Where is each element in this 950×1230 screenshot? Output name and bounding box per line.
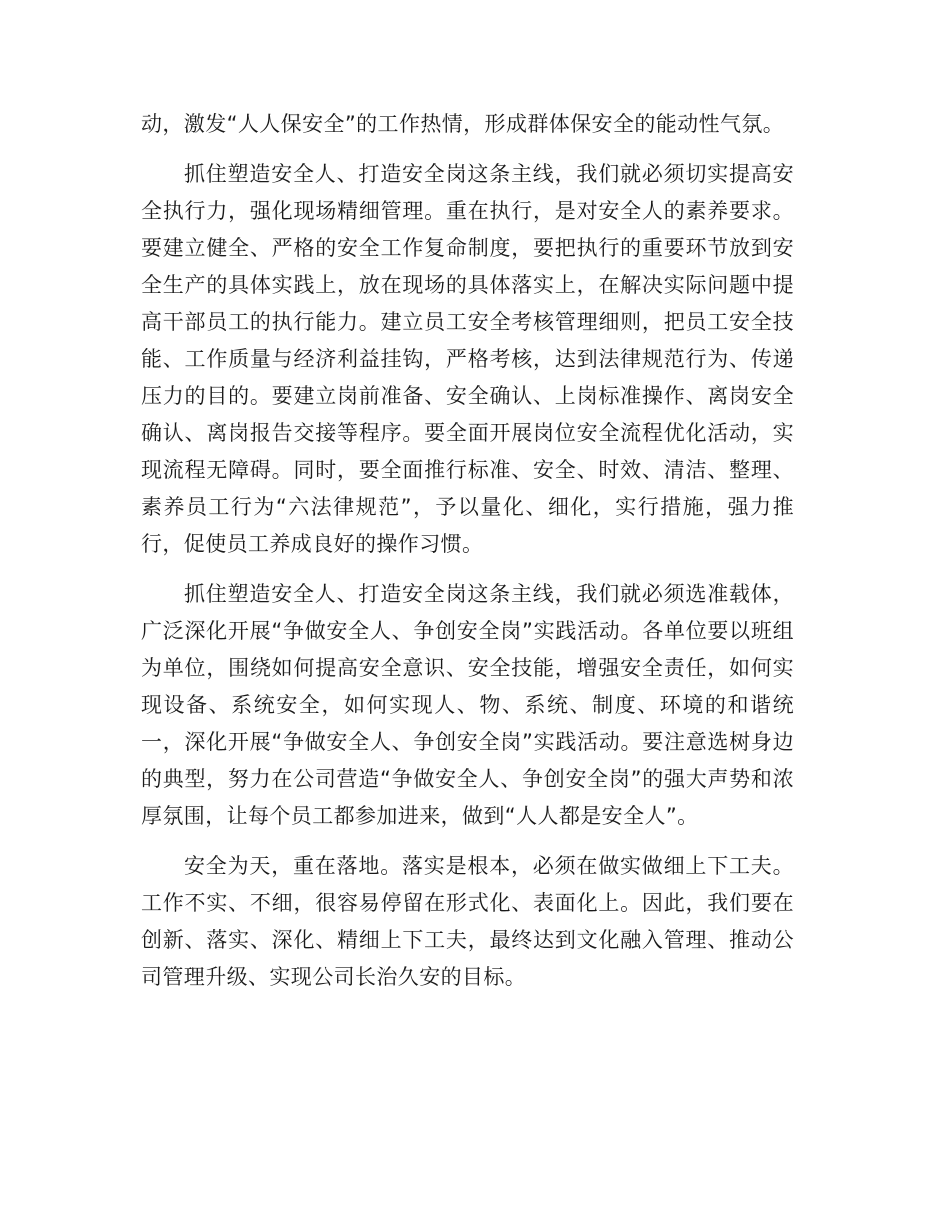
paragraph-1: 动，激发“人人保安全”的工作热情，形成群体保安全的能动性气氛。 — [141, 112, 785, 136]
paragraph-3: 抓住塑造安全人、打造安全岗这条主线，我们就必须选准载体，广泛深化开展“争做安全人、争创安全岗”实践活动。各单位要以班组为单位，围绕如何提高安全意识、安全技能，增强安全责任，如何实现设备、系统安全，如何实现人、物、系统、制度、环境的和谐统一，深化开展“争做安全人、争创安全岗”实践活动。要注意选树身边的典型，努力在公司营造“争做安全人、争创安全岗”的强大声势和浓厚氛围，让每个员工都参加进来，做到“人人都是安全人”。 — [141, 582, 794, 828]
paragraph-4: 安全为天，重在落地。落实是根本，必须在做实做细上下工夫。工作不实、不细，很容易停留在形式化、表面化上。因此，我们要在创新、落实、深化、精细上下工夫，最终达到文化融入管理、推动公司管理升级、实现公司长治久安的目标。 — [141, 854, 794, 989]
paragraph-2: 抓住塑造安全人、打造安全岗这条主线，我们就必须切实提高安全执行力，强化现场精细管理。重在执行，是对安全人的素养要求。要建立健全、严格的安全工作复命制度，要把执行的重要环节放到安全生产的具体实践上，放在现场的具体落实上，在解决实际问题中提高干部员工的执行能力。建立员工安全考核管理细则，把员工安全技能、工作质量与经济利益挂钩，严格考核，达到法律规范行为、传递压力的目的。要建立岗前准备、安全确认、上岗标准操作、离岗安全确认、离岗报告交接等程序。要全面开展岗位安全流程优化活动，实现流程无障碍。同时，要全面推行标准、安全、时效、清洁、整理、素养员工行为“六法律规范”，予以量化、细化，实行措施，强力推行，促使员工养成良好的操作习惯。 — [141, 162, 794, 556]
document-body — [141, 106, 794, 996]
